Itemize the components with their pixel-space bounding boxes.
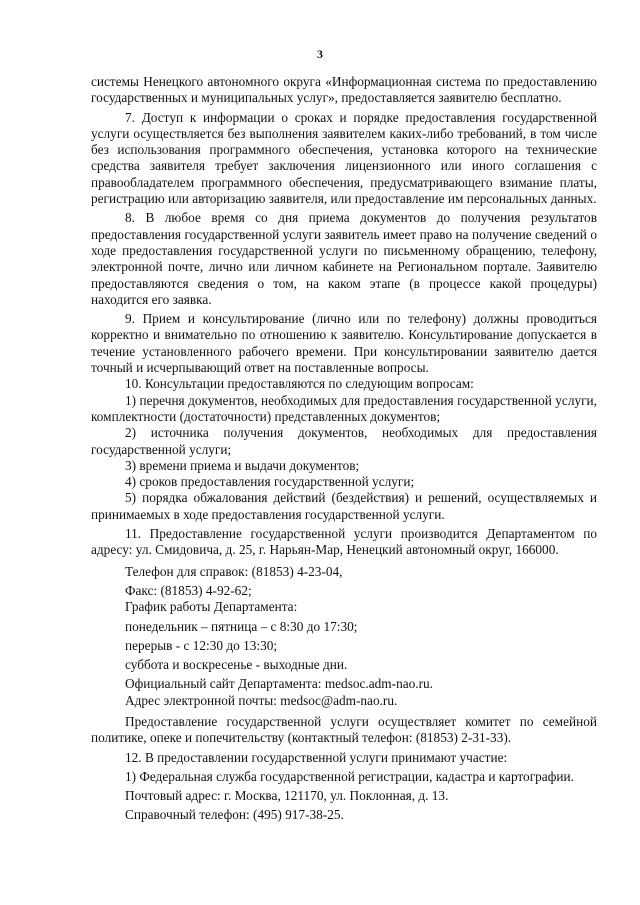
official-website: Официальный сайт Департамента: medsoc.adm-nao.ru. — [125, 676, 434, 692]
schedule-break: перерыв - с 12:30 до 13:30; — [125, 637, 278, 653]
schedule-weekend: суббота и воскресенье - выходные дни. — [125, 657, 348, 673]
page-number: 3 — [317, 47, 323, 61]
contact-fax: Факс: (81853) 4-92-62; — [125, 582, 252, 598]
email-address: Адрес электронной почты: medsoc@adm-nao.ru. — [125, 692, 398, 708]
paragraph-continuation: системы Ненецкого автономного округа «Информационная система по предоставлению государственных и муниципальных услуг», предоставляется заявителю бесплатно. — [91, 74, 597, 106]
list-item-10-3: 3) времени приема и выдачи документов; — [125, 457, 360, 473]
contact-phone: Телефон для справок: (81853) 4-23-04, — [125, 563, 343, 579]
paragraph-item-11: 11. Предоставление государственной услуги производится Департаментом по адресу: ул. Смидовича, д. 25, г. Нарьян-Мар, Ненецкий автономный округ, 166000. — [91, 526, 597, 558]
list-item-10-5: 5) порядка обжалования действий (бездействия) и решений, осуществляемых и принимаемых в ходе предоставления государственной услуги. — [91, 490, 597, 522]
schedule-weekdays: понедельник – пятница – с 8:30 до 17:30; — [125, 618, 358, 634]
list-item-10-4: 4) сроков предоставления государственной услуги; — [125, 474, 415, 490]
paragraph-item-8: 8. В любое время со дня приема документов до получения результатов предоставления государственной услуги заявитель имеет право на получение сведений о ходе предоставления государственной услуги по письменному обращению, телефону, электронной почте, лично или личном кабинете на Региональном портале. Заявителю предоставляются сведения о том, на каком этапе (в процессе какой процедуры) находится его заявка. — [91, 210, 597, 307]
reference-phone: Справочный телефон: (495) 917-38-25. — [125, 807, 344, 823]
postal-address: Почтовый адрес: г. Москва, 121170, ул. Поклонная, д. 13. — [125, 788, 449, 804]
list-item-12-1: 1) Федеральная служба государственной регистрации, кадастра и картографии. — [125, 768, 574, 784]
schedule-heading: График работы Департамента: — [125, 599, 298, 615]
paragraph-committee: Предоставление государственной услуги осуществляет комитет по семейной политике, опеке и попечительству (контактный телефон: (81853) 2-31-33). — [91, 713, 597, 746]
paragraph-item-12: 12. В предоставлении государственной услуги принимают участие: — [125, 749, 508, 765]
paragraph-item-9: 9. Прием и консультирование (лично или по телефону) должны проводиться корректно и внимательно по отношению к заявителю. Консультирование допускается в течение установленного рабочего времени. При консультировании заявителю дается точный и исчерпывающий ответ на поставленные вопросы. — [91, 311, 597, 376]
list-item-10-2: 2) источника получения документов, необходимых для предоставления государственной услуги; — [91, 425, 597, 457]
list-item-10-1: 1) перечня документов, необходимых для предоставления государственной услуги, комплектности (достаточности) представленных документов; — [91, 392, 597, 424]
paragraph-item-10: 10. Консультации предоставляются по следующим вопросам: — [125, 376, 474, 392]
paragraph-item-7: 7. Доступ к информации о сроках и порядке предоставления государственной услуги осуществляется без выполнения заявителем каких-либо требований, в том числе без использования программного обеспечения, установка которого на технические средства заявителя требует заключения лицензионного или иного соглашения с правообладателем программного обеспечения, предусматривающего взимание платы, регистрацию или авторизацию заявителя, или предоставление им персональных данных. — [91, 109, 597, 207]
document-body — [91, 74, 597, 824]
